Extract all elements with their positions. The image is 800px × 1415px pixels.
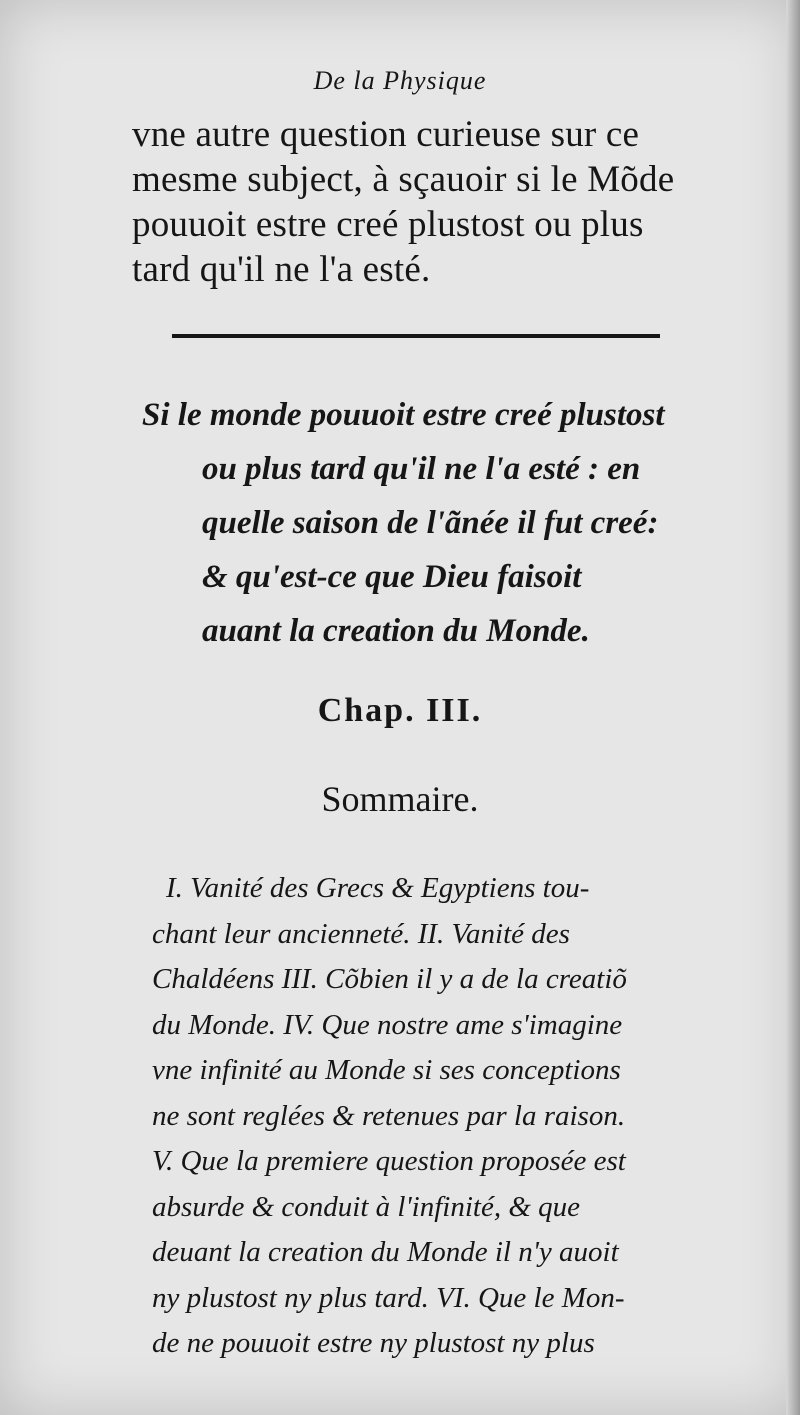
- summary-line: chant leur ancienneté. II. Vanité des: [152, 917, 570, 950]
- intro-line: vne autre question curieuse sur ce: [132, 114, 640, 155]
- summary-line: vne infinité au Monde si ses conceptions: [152, 1054, 621, 1086]
- chapter-heading: [142, 388, 722, 658]
- summary-line: deuant la creation du Monde il n'y auoit: [152, 1236, 619, 1268]
- intro-line: tard qu'il ne l'a esté.: [132, 249, 431, 290]
- summary-line: I. Vanité des Grecs & Egyptiens tou-: [166, 872, 590, 904]
- summary-line: ne sont reglées & retenues par la raison.: [152, 1099, 626, 1132]
- heading-line: auant la creation du Monde.: [202, 613, 590, 649]
- heading-line: & qu'est-ce que Dieu faisoit: [202, 559, 582, 595]
- heading-line: Si le monde pouuoit estre creé plustost: [142, 397, 665, 433]
- running-header: De la Physique: [313, 66, 487, 95]
- summary-line: Chaldéens III. Cõbien il y a de la creatiõ: [152, 963, 627, 995]
- heading-line: quelle saison de l'ãnée il fut creé:: [202, 505, 659, 541]
- chapter-number: Chap. III.: [317, 692, 483, 729]
- summary-line: du Monde. IV. Que nostre ame s'imagine: [152, 1008, 623, 1041]
- summary-line: de ne pouuoit estre ny plustost ny plus: [152, 1327, 595, 1359]
- summary-line: ny plustost ny plus tard. VI. Que le Mon-: [152, 1281, 625, 1314]
- summary-line: V. Que la premiere question proposée est: [152, 1145, 626, 1177]
- summary-paragraph: [152, 866, 722, 1367]
- intro-paragraph: [132, 112, 712, 292]
- summary-heading: Sommaire.: [321, 779, 479, 819]
- section-rule: [172, 334, 660, 338]
- summary-line: absurde & conduit à l'infinité, & que: [152, 1190, 581, 1223]
- intro-line: pouuoit estre creé plustost ou plus: [132, 204, 644, 245]
- intro-line: mesme subject, à sçauoir si le Mõde: [132, 159, 675, 200]
- heading-line: ou plus tard qu'il ne l'a esté : en: [202, 451, 641, 487]
